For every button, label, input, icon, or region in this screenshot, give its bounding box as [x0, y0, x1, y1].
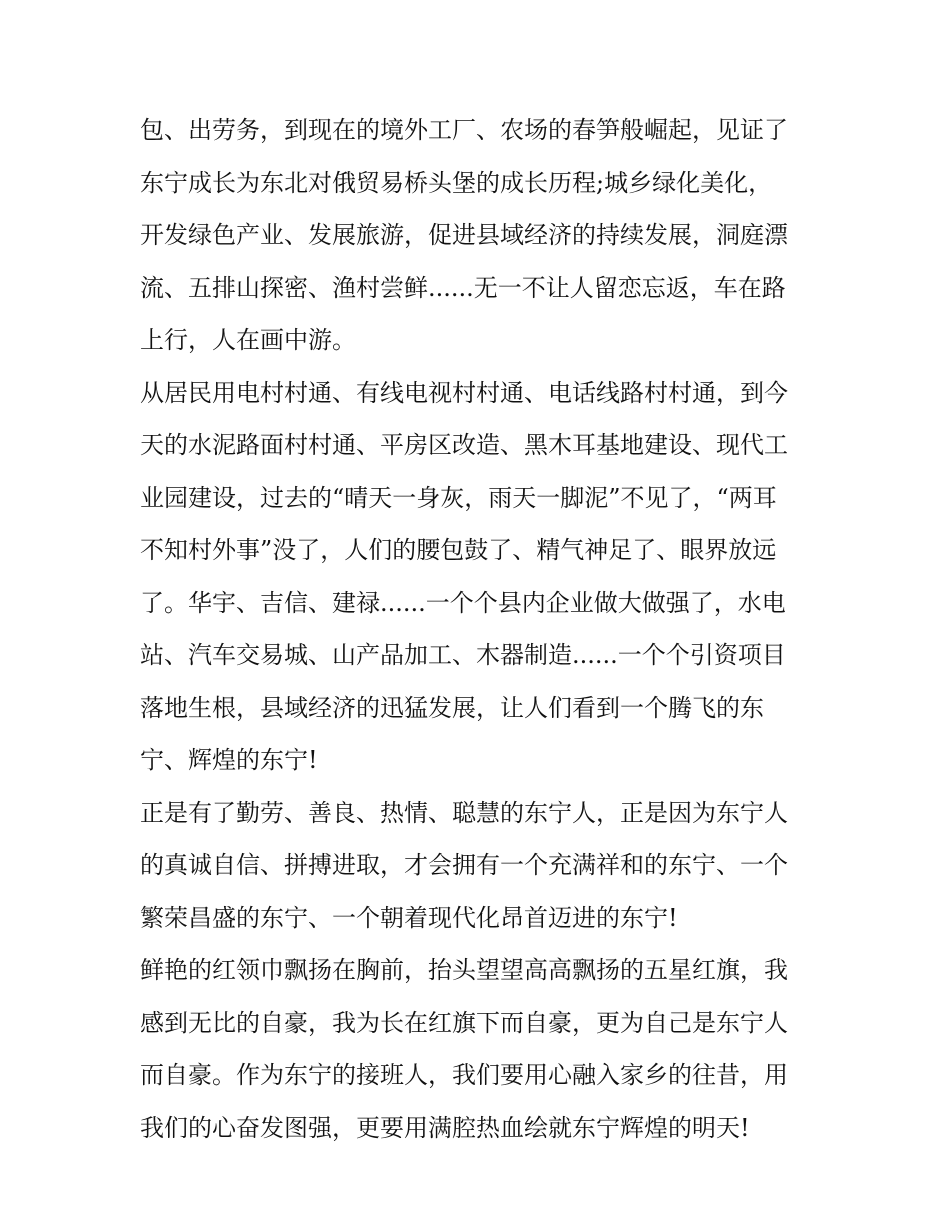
paragraph-3: [140, 787, 820, 945]
text-line: 流、五排山探密、渔村尝鲜......无一不让人留恋忘返，车在路: [140, 273, 786, 302]
text-line: 的真诚自信、拼搏进取，才会拥有一个充满祥和的东宁、一个: [140, 851, 788, 879]
text-line: 宁、辉煌的东宁!: [140, 746, 318, 774]
text-line: 不知村外事”没了，人们的腰包鼓了、精气神足了、眼界放远: [140, 536, 777, 564]
text-line: 繁荣昌盛的东宁、一个朝着现代化昂首迈进的东宁!: [140, 903, 678, 932]
text-line: 上行，人在画中游。: [140, 326, 356, 354]
text-line: 站、汽车交易城、山产品加工、木器制造......一个个引资项目: [140, 641, 786, 669]
text-line: 感到无比的自豪，我为长在红旗下而自豪，更为自己是东宁人: [140, 1008, 788, 1037]
text-line: 包、出劳务，到现在的境外工厂、农场的春笋般崛起，见证了: [140, 116, 788, 144]
text-line: 从居民用电村村通、有线电视村村通、电话线路村村通，到今: [140, 378, 788, 407]
text-line: 正是有了勤劳、善良、热情、聪慧的东宁人，正是因为东宁人: [140, 798, 788, 827]
text-line: 我们的心奋发图强，更要用满腔热血绘就东宁辉煌的明天!: [140, 1113, 750, 1142]
text-line: 业园建设，过去的“晴天一身灰，雨天一脚泥”不见了，“两耳: [140, 483, 777, 512]
text-line: 天的水泥路面村村通、平房区改造、黑木耳基地建设、现代工: [140, 431, 788, 459]
paragraph-4: [140, 944, 820, 1154]
text-line: 东宁成长为东北对俄贸易桥头堡的成长历程;城乡绿化美化，: [140, 168, 773, 197]
document-page: [140, 104, 820, 1154]
text-line: 落地生根，县域经济的迅猛发展，让人们看到一个腾飞的东: [140, 693, 764, 722]
text-line: 鲜艳的红领巾飘扬在胸前，抬头望望高高飘扬的五星红旗，我: [140, 956, 788, 984]
paragraph-2: [140, 367, 820, 787]
paragraph-1: [140, 104, 820, 367]
text-line: 开发绿色产业、发展旅游，促进县域经济的持续发展，洞庭漂: [140, 221, 788, 249]
text-line: 而自豪。作为东宁的接班人，我们要用心融入家乡的往昔，用: [140, 1061, 788, 1089]
text-line: 了。华宇、吉信、建禄......一个个县内企业做大做强了，水电: [140, 588, 786, 617]
